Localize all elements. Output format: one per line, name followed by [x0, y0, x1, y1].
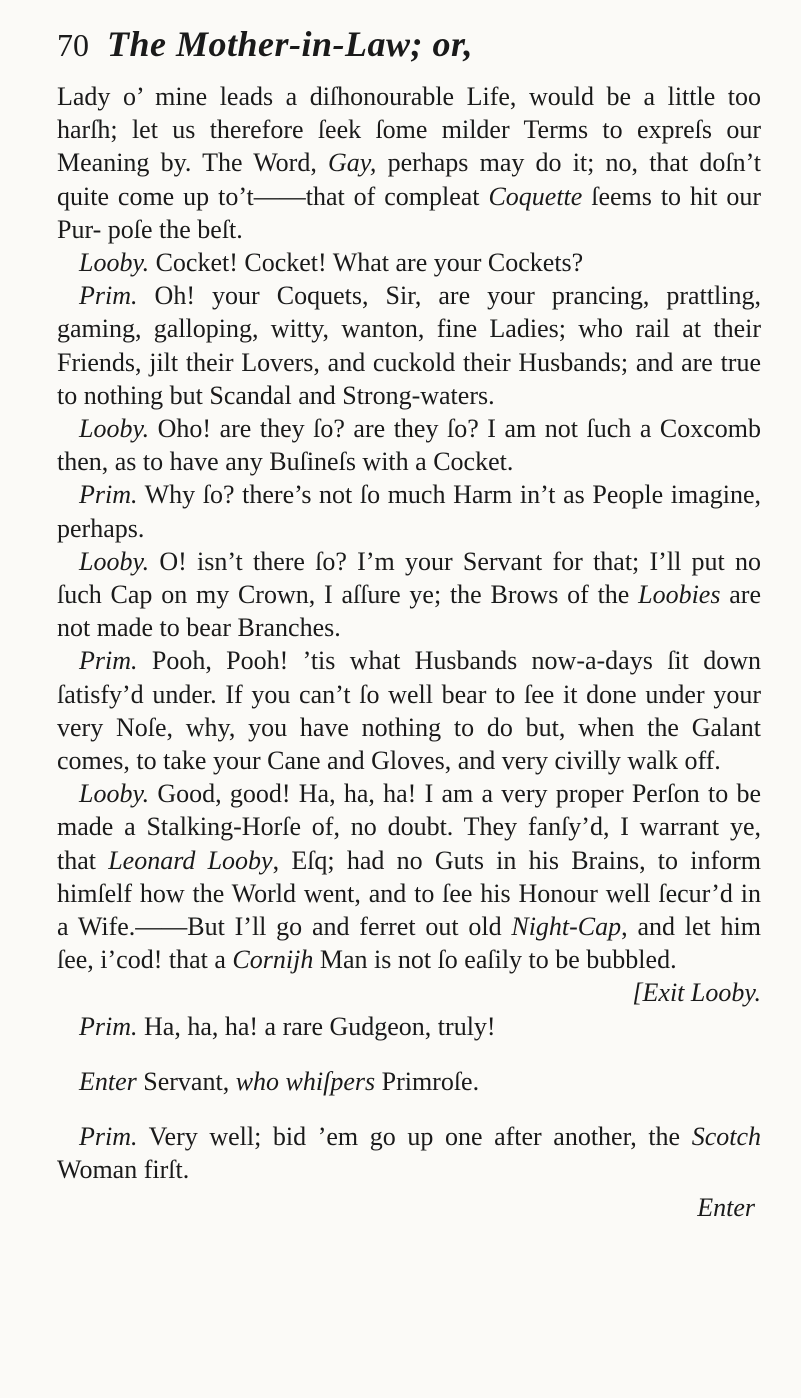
- text-line: little too harſh; let us therefore ſeek ſome milder: [57, 82, 761, 145]
- speech-text: Looby.: [684, 978, 761, 1008]
- speaker-name: Looby.: [79, 414, 150, 444]
- text-line: Lady o’ mine leads a diſhonourable Life, would be a: [57, 82, 656, 111]
- italic-word: Cornijh: [232, 945, 314, 975]
- stage-text: Primroſe.: [375, 1066, 480, 1096]
- running-title: The Mother-in-Law; or,: [107, 24, 474, 64]
- speech-prim: [57, 279, 761, 412]
- speech-text: O! isn’t there ſo? I’m your Servant for that; I’ll put no ſuch Cap on my Crown, I aſſure ye; the Brows of the: [57, 546, 761, 610]
- italic-word: Night-Cap: [511, 912, 622, 942]
- speech-text: Oh! your Coquets, Sir, are your prancing, prattling, gaming, galloping, witty, wanton, fine Ladies; who rail at their Friends, jilt their Lovers, and cuckold their Husbands; and are true to nothing but Scandal and Strong-waters.: [57, 281, 761, 410]
- catchword: Enter: [697, 1192, 755, 1222]
- speaker-name: Looby.: [79, 779, 150, 809]
- speaker-name: Prim.: [79, 1122, 138, 1152]
- speech-text: , and let him ſee, i’cod! that a: [57, 912, 761, 975]
- stage-text: Servant,: [136, 1066, 236, 1096]
- speaker-name: Prim.: [79, 1011, 138, 1041]
- italic-word: Scotch: [691, 1122, 761, 1152]
- speech-text: Oho! are they ſo? are they ſo? I am not ſuch a Coxcomb then, as to have any Buſineſs with a Cocket.: [57, 414, 761, 477]
- speech-text: Ha, ha, ha! a rare Gudgeon, truly!: [137, 1011, 496, 1041]
- speech-text: Very well; bid ’em go up one after another, the: [137, 1122, 692, 1152]
- text-line: poſe the beſt.: [107, 214, 243, 244]
- italic-word: Coquette: [488, 181, 583, 211]
- speech-text: Man is not ſo eaſily to be bubbled.: [313, 945, 677, 975]
- speech-text: Pooh, Pooh! ’tis what Husbands now-a-days ſit down ſatisfy’d under. If you can’t ſo well bear to ſee it done under your very Noſe, why, you have nothing to do but, when the Galant comes, to take your Cane and Gloves, and very civilly walk off.: [57, 646, 761, 776]
- running-head: [57, 8, 761, 80]
- page-number: 70: [57, 27, 89, 63]
- speech-text: Woman firſt.: [57, 1155, 190, 1185]
- speech-text: , Eſq; had no Guts in his Brains, to inform himſelf how the World went, and to ſee his Honour well ſecur’d in a Wife.——But I’ll go and ferret out old: [57, 845, 761, 942]
- speaker-name: Prim.: [79, 480, 138, 510]
- speech-looby: [57, 246, 761, 279]
- italic-word: Gay,: [328, 148, 377, 178]
- speech-text: Why ſo? there’s not ſo much Harm in’t as People imagine, perhaps.: [57, 480, 761, 543]
- stage-word: who whiſpers: [235, 1066, 376, 1096]
- stage-direction-exit: [610, 976, 761, 1009]
- speech-looby: [57, 777, 761, 1008]
- text-line: to’t——that of compleat: [218, 181, 489, 211]
- italic-word: [Exit: [632, 978, 685, 1008]
- speech-text: are not made to bear Branches.: [57, 580, 761, 643]
- text-line: Terms to expreſs our Meaning by. The Word,: [57, 115, 761, 178]
- speaker-name: Looby.: [79, 248, 150, 278]
- speaker-name: Looby.: [79, 546, 150, 576]
- stage-word: Enter: [79, 1066, 137, 1096]
- speaker-name: Prim.: [79, 281, 138, 311]
- speech-prim: [57, 1010, 761, 1043]
- italic-word: Loobies: [638, 580, 721, 610]
- paragraph-opening: [57, 80, 761, 246]
- speech-text: Cocket! Cocket! What are your Cockets?: [149, 248, 584, 278]
- speech-prim: [57, 478, 761, 544]
- speech-looby: [57, 412, 761, 478]
- stage-direction: [57, 1065, 761, 1098]
- speech-prim: [57, 1120, 761, 1186]
- italic-word: Leonard Looby: [108, 845, 273, 875]
- page-body: [57, 80, 761, 1224]
- speech-prim: [57, 644, 761, 777]
- speech-looby: [57, 545, 761, 645]
- speech-text: Good, good! Ha, ha, ha! I am a very proper Perſon to be made a Stalking-Horſe of, no doubt. They fanſy’d, I warrant ye, that: [57, 779, 761, 875]
- text-line: perhaps may do it; no, that doſn’t quite come up: [57, 148, 761, 211]
- text-line: ſeems to hit our Pur-: [57, 181, 762, 244]
- speaker-name: Prim.: [79, 646, 138, 676]
